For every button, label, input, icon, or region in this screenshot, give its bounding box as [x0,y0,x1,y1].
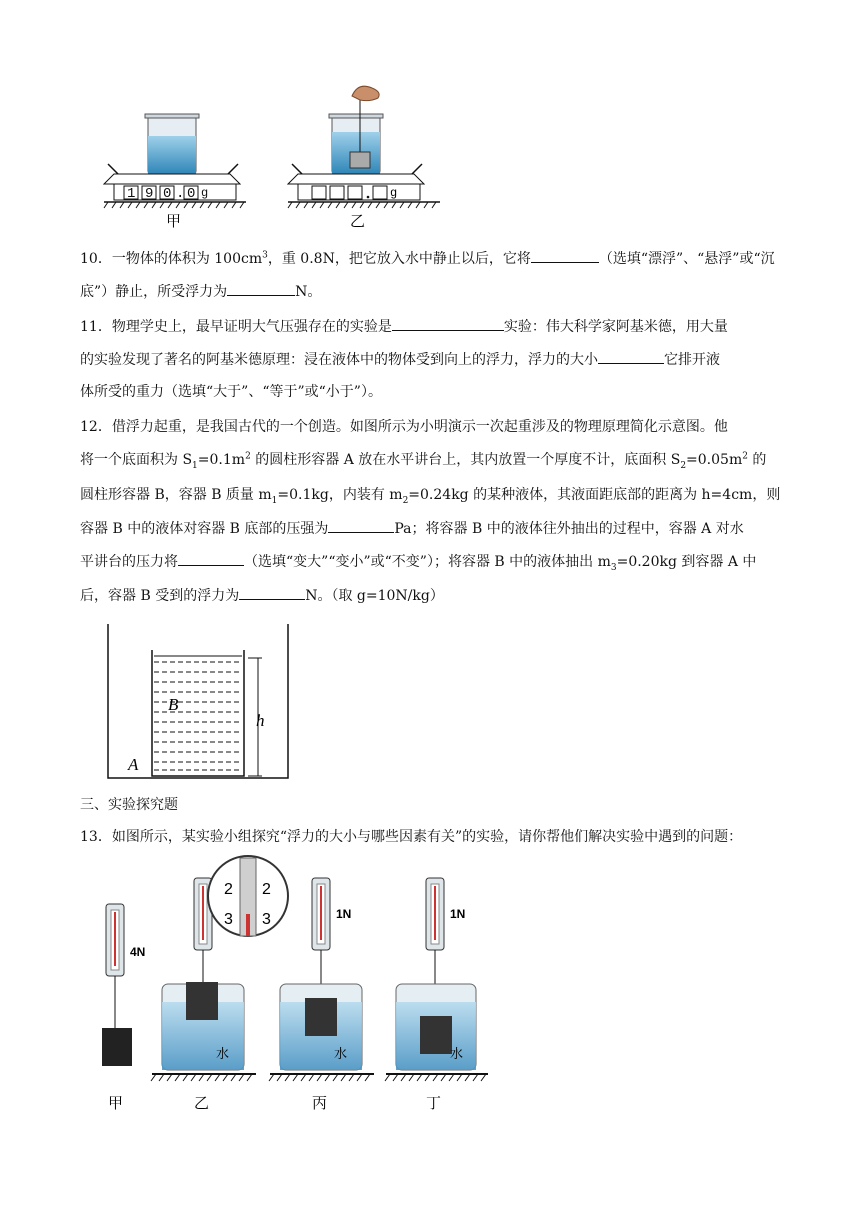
q12-line-4: 容器 B 中的液体对容器 B 底部的压强为 Pa；将容器 B 中的液体往外抽出的过程中，容器 A 对水 [80,521,744,537]
reading-ding: 1N [450,907,466,921]
q11-line-3: 体所受的重力（选填“大于”、“等于”或“小于”）。 [80,384,382,400]
answer-blank[interactable] [531,249,599,263]
balance-figure [100,82,460,232]
q11-line-1: 11．物理学史上，最早证明大气压强存在的实验是 实验：伟大科学家阿基米德，用大量 [80,319,728,335]
label-h: h [256,711,265,730]
answer-blank[interactable] [598,350,664,364]
q10-line-1: 10．一物体的体积为 $100cm^3$，重 0.8N，把它放入水中静止以后，它将 （选填“漂浮”、“悬浮”或“沉 [80,250,775,267]
q12-line-5: 平讲台的压力将 （选填“变大”“变小”或“不变”）；将容器 B 中的液体抽出 $m_3=0.20kg$ 到容器 A 中 [80,554,757,573]
zoom-tick-3: 3 [224,911,233,928]
q13-line-1: 13．如图所示，某实验小组探究“浮力的大小与哪些因素有关”的实验，请你帮他们解决实验中遇到的问题： [80,829,743,845]
q11-line-2: 的实验发现了著名的阿基米德原理：浸在液体中的物体受到向上的浮力，浮力的大小 它排开液 [80,352,720,368]
container-figure [100,620,300,785]
zoom-tick-2-right: 2 [262,881,271,898]
label-b: B [168,695,179,714]
ground [151,1074,488,1081]
zoom-tick-3-right: 3 [262,911,271,928]
reading-jia: 4N [130,945,146,959]
label-yi-13: 乙 [194,1094,210,1112]
unit-g: g [201,186,209,200]
q12-line-1: 12．借浮力起重，是我国古代的一个创造。如图所示为小明演示一次起重涉及的物理原理简化示意图。他 [80,419,728,435]
label-ding-13: 丁 [426,1094,442,1112]
balance-left [104,114,246,230]
label-yi: 乙 [350,212,366,230]
reading-bing: 1N [336,907,352,921]
zoom-tick-2: 2 [224,881,233,898]
container-b [152,650,244,776]
unit-g-right: g [390,186,398,200]
section-title: 三、实验探究题 [80,797,178,813]
answer-blank[interactable] [392,317,504,331]
q12-line-6: 后，容器 B 受到的浮力为 N。（取 g=10N/kg） [80,588,444,604]
q12-line-3: 圆柱形容器 B，容器 B 质量 $m_1=0.1kg$，内装有 $m_2=0.24kg$ 的某种液体，其液面距底部的距离为 h=4cm，则 [80,487,781,506]
digit-3: 0 [163,186,172,202]
water-label-ding: 水 [450,1047,464,1062]
label-jia: 甲 [166,212,182,230]
balance-right [288,86,440,230]
water-label-yi: 水 [216,1047,230,1062]
answer-blank[interactable] [239,586,305,600]
label-bing-13: 丙 [312,1094,328,1112]
balance-display-right [312,186,397,200]
answer-blank[interactable] [328,519,394,533]
digit-4: 0 [187,186,196,202]
answer-blank[interactable] [227,282,295,296]
decimal-point: . [176,186,185,202]
digit-2: 9 [145,186,154,202]
q10-line-2: 底”）静止，所受浮力为 N。 [80,284,322,300]
label-a: A [128,755,139,774]
digit-1: 1 [127,186,136,202]
spring-scale-figure [90,852,500,1117]
label-jia-13: 甲 [108,1094,124,1112]
water-label-bing: 水 [334,1047,348,1062]
scale-bing [280,878,362,1112]
answer-blank[interactable] [178,552,244,566]
q12-line-2: 将一个底面积为 $S_1=0.1m^2$ 的圆柱形容器 A 放在水平讲台上，其内放置一个厚度不计，底面积 $S_2=0.05m^2$ 的 [80,451,767,471]
scale-jia [102,904,145,1112]
liquid-lines [154,662,242,770]
